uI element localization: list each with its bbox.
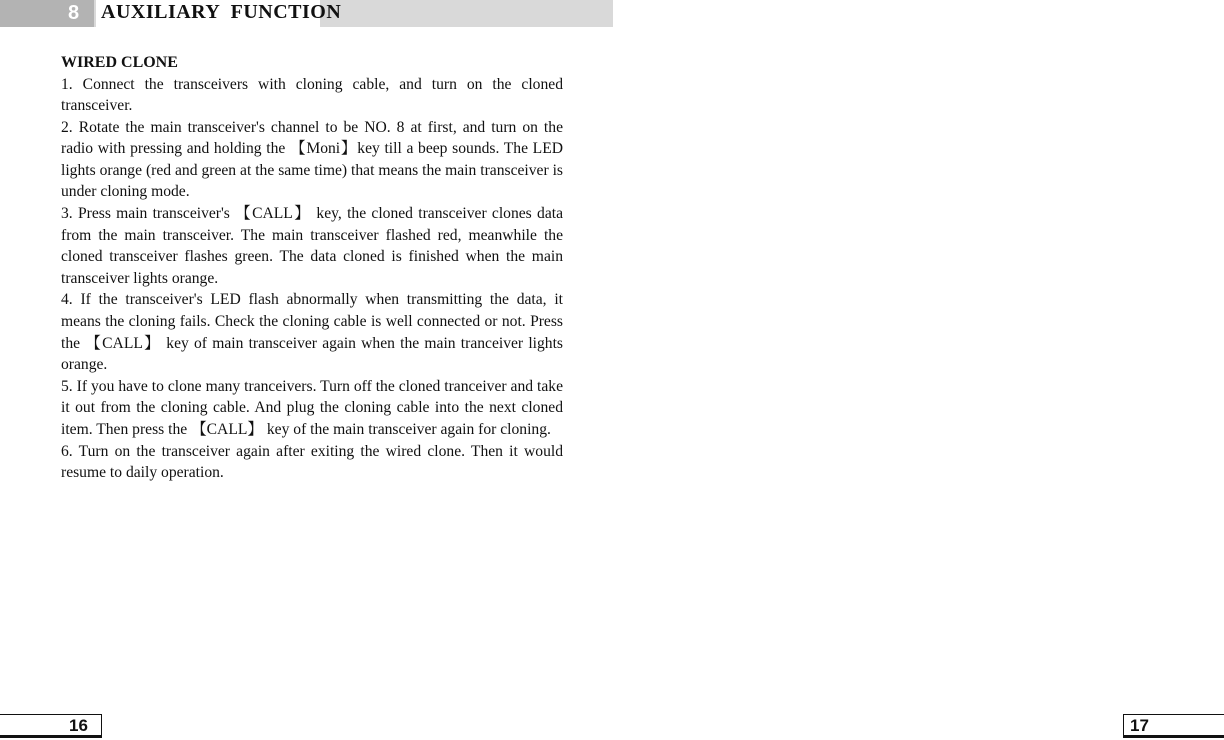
section-title: WIRED CLONE — [61, 54, 178, 71]
paragraph-step-3: 3. Press main transceiver's 【CALL】 key, the cloned transceiver clones data from the main transceiver. The main transceiver flashed red, meanwhile the cloned transceiver flashes green. The data cloned is finished when the main transceiver lights orange. — [61, 205, 563, 287]
chapter-title: AUXILIARY FUNCTION — [101, 1, 342, 23]
right-page-number: 17 — [1130, 716, 1149, 735]
section-content — [61, 52, 563, 484]
chapter-title-box — [96, 0, 342, 27]
chapter-header-bar — [0, 0, 613, 27]
paragraph-step-1: 1. Connect the transceivers with cloning cable, and turn on the cloned transceiver. — [61, 75, 563, 115]
right-page-number-box — [1123, 714, 1224, 738]
left-page-number-box — [0, 714, 102, 738]
paragraph-step-5: 5. If you have to clone many tranceivers. Turn off the cloned tranceiver and take it out from the cloning cable. And plug the cloning cable into the next cloned item. Then press the 【CALL】 key of the main transceiver again for cloning. — [61, 377, 563, 438]
chapter-number: 8 — [68, 2, 80, 24]
left-page-number: 16 — [69, 716, 88, 735]
paragraph-step-6: 6. Turn on the transceiver again after exiting the wired clone. Then it would resume to daily operation. — [61, 442, 563, 482]
chapter-number-box — [0, 0, 94, 27]
paragraph-step-4: 4. If the transceiver's LED flash abnormally when transmitting the data, it means the cloning fails. Check the cloning cable is well connected or not. Press the 【CALL】 key of main transceiver again when the main tranceiver lights orange. — [61, 291, 563, 374]
paragraph-step-2: 2. Rotate the main transceiver's channel to be NO. 8 at first, and turn on the radio with pressing and holding the 【Moni】key till a beep sounds. The LED lights orange (red and green at the same time) that means the main transceiver is under cloning mode. — [61, 118, 563, 201]
